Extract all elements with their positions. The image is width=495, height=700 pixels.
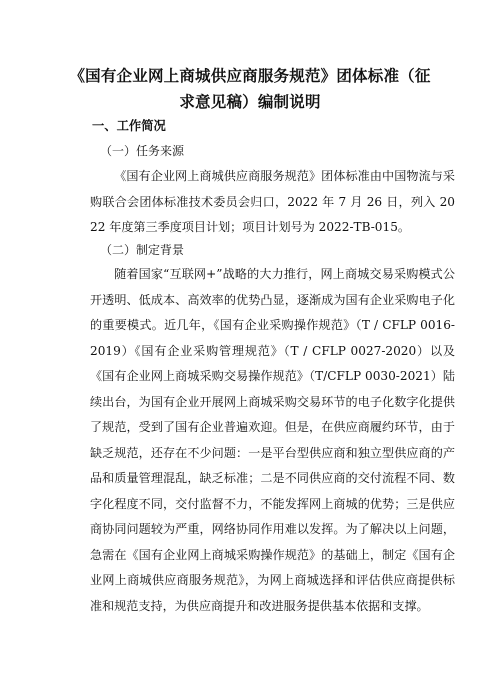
document-title-line-1: 《国有企业网上商城供应商服务规范》团体标准（征 [69, 67, 431, 85]
section-heading-work-overview: 一、工作简况 [92, 119, 166, 133]
subsection-heading-task-source: （一）任务来源 [100, 144, 185, 158]
subsection-heading-background: （二）制定背景 [100, 243, 185, 257]
paragraph-task-source: 《国有企业网上商城供应商服务规范》团体标准由中国物流与采购联合会团体标准技术委员会归口，2022 年 7 月 26 日，列入 2022 年度第三季度项目计划；项目计划号为 2022-TB-015。 [90, 169, 455, 234]
paragraph-background: 随着国家“互联网+”战略的大力推行，网上商城交易采购模式公开透明、低成本、高效率的优势凸显，逐渐成为国有企业采购电子化的重要模式。近几年，《国有企业采购操作规范》（T / CFLP 0016-2019）《国有企业采购管理规范》（T / CFLP 0027-2020）以及《国有企业网上商城采购交易操作规范》（T/CFLP 0030-2021）陆续出台，为国有企业开展网上商城采购交易环节的电子化数字化提供了规范，受到了国有企业普遍欢迎。但是，在供应商履约环节，由于缺乏规范，还存在不少问题：一是平台型供应商和独立型供应商的产品和质量管理混乱，缺乏标准；二是不同供应商的交付流程不同、数字化程度不同，交付监督不力，不能发挥网上商城的优势；三是供应商协同问题较为严重，网络协同作用难以发挥。为了解决以上问题，急需在《国有企业网上商城采购操作规范》的基础上，制定《国有企业网上商城供应商服务规范》，为网上商城选择和评估供应商提供标准和规范支持，为供应商提升和改进服务提供基本依据和支撑。 [90, 267, 455, 613]
document-title-line-2: 求意见稿）编制说明 [179, 93, 321, 111]
